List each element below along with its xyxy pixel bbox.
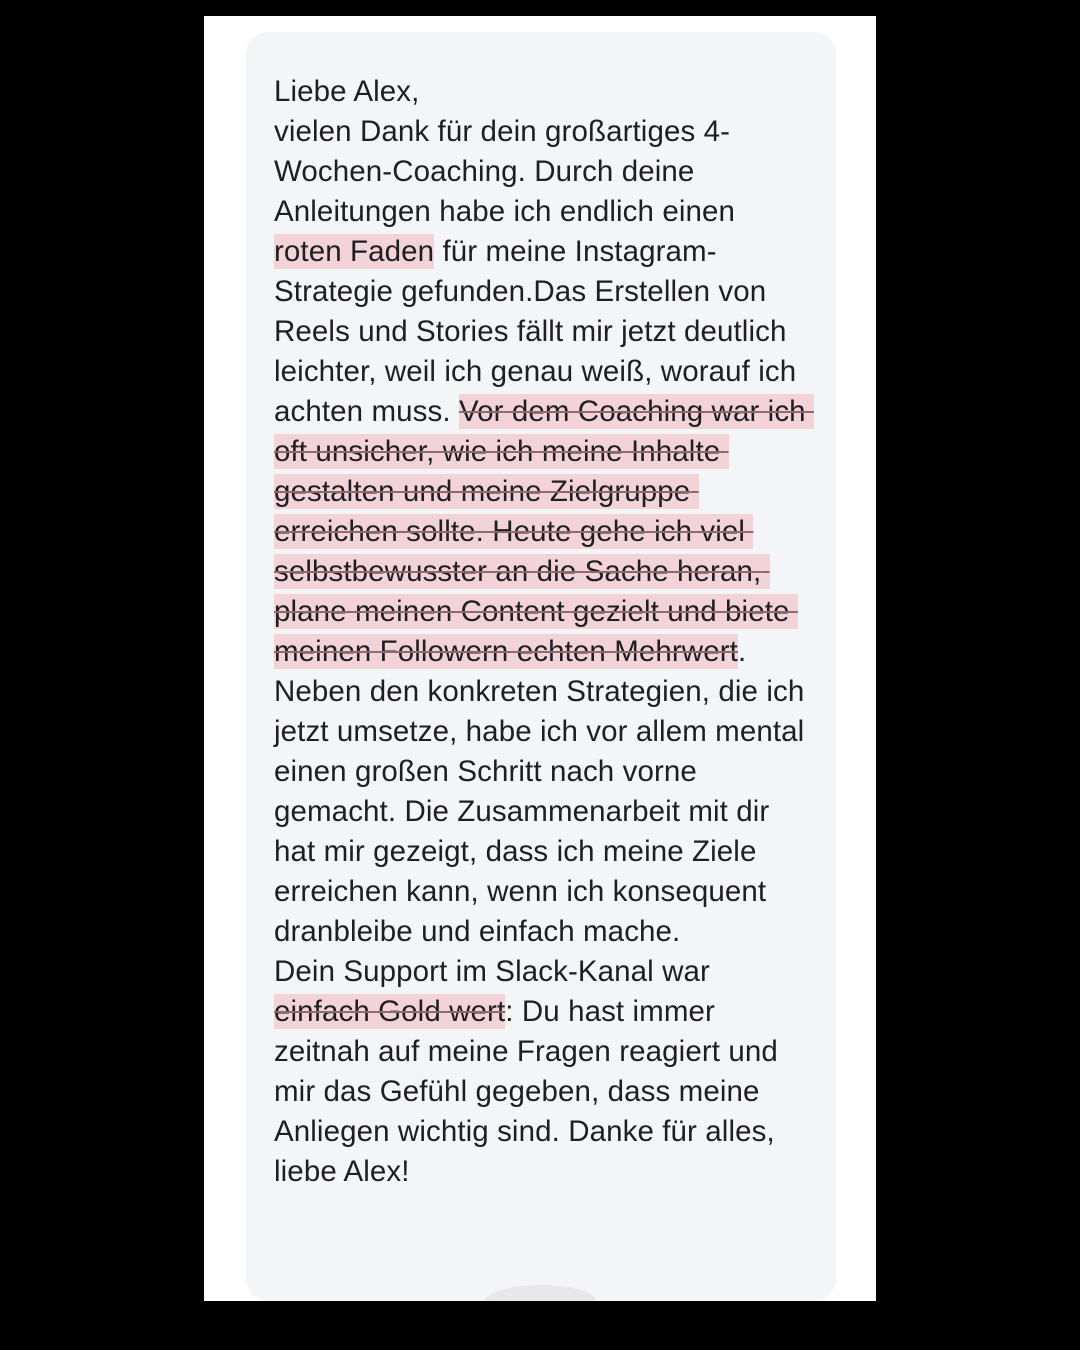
highlighted-text: roten Faden	[274, 235, 435, 268]
plain-text: Neben den konkreten Strategien, die ich jetzt umsetze, habe ich vor allem mental einen großen Schritt nach vorne gemacht. Die Zusammenarbeit mit dir hat mir gezeigt, dass ich meine Ziele erreichen kann, wenn ich konsequent dranbleibe und einfach mache.	[274, 675, 813, 948]
phone-screen	[204, 16, 876, 1301]
plain-text: Dein Support im Slack-Kanal war	[274, 955, 719, 988]
plain-text: : Du hast immer zeitnah auf meine Fragen reagiert und mir das Gefühl gegeben, dass meine Anliegen wichtig sind. Danke für alles, liebe Alex!	[274, 995, 787, 1188]
message-paragraph	[274, 672, 813, 952]
highlighted-strikethrough-text: Vor dem Coaching war ich oft unsicher, wie ich meine Inhalte gestalten und meine Zielgruppe erreichen sollte. Heute gehe ich viel selbstbewusster an die Sache heran, plane meinen Content gezielt und biete meinen Followern echten Mehrwert	[274, 395, 814, 668]
message-bubble	[246, 32, 836, 1301]
plain-text: für meine Instagram-Strategie gefunden.Das Erstellen von Reels und Stories fällt mir jetzt deutlich leichter, weil ich genau weiß, worauf ich achten muss.	[274, 235, 805, 428]
message-paragraph	[274, 112, 814, 672]
message-paragraph	[274, 72, 808, 112]
plain-text: Liebe Alex,	[274, 75, 420, 108]
home-indicator	[485, 1285, 597, 1301]
message-paragraph	[274, 952, 808, 1192]
plain-text: vielen Dank für dein großartiges 4-Wochen-Coaching. Durch deine Anleitungen habe ich endlich einen	[274, 115, 744, 228]
message-text	[274, 72, 814, 1192]
plain-text: .	[737, 635, 747, 668]
highlighted-strikethrough-text: einfach Gold wert	[274, 995, 506, 1028]
